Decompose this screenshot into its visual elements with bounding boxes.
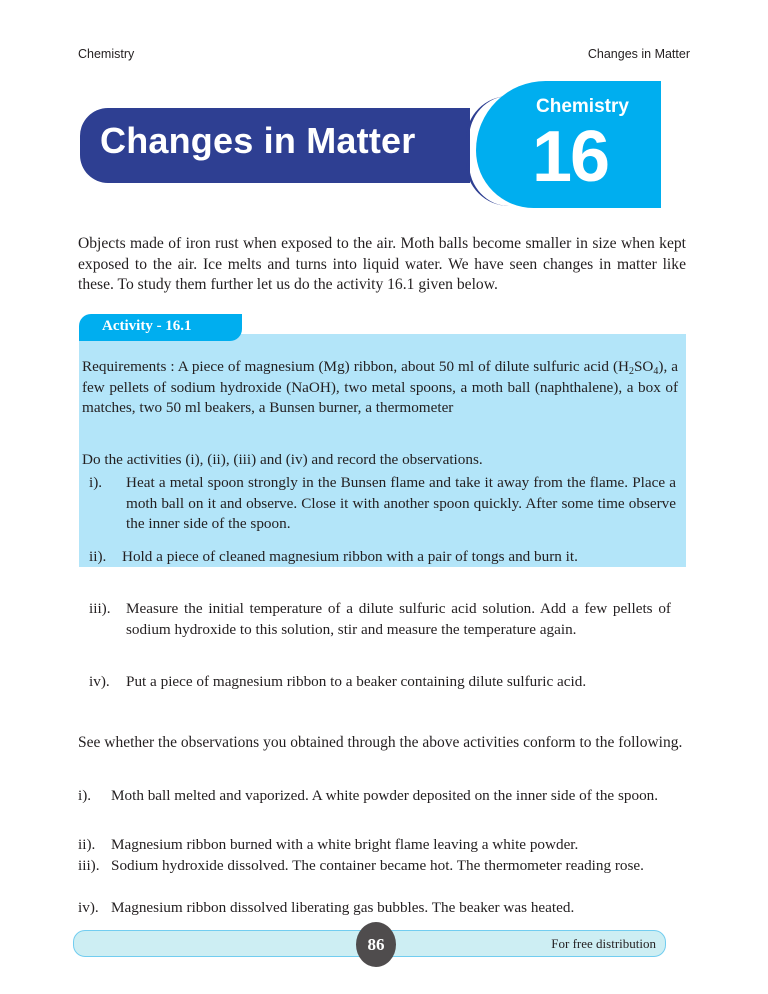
observation-item [78, 835, 688, 856]
observation-text: Magnesium ribbon burned with a white bright flame leaving a white powder. [111, 836, 579, 853]
activity-label-tab [79, 314, 242, 341]
step-number: iii). [89, 600, 111, 617]
chapter-number-badge [476, 81, 661, 208]
observation-text: Sodium hydroxide dissolved. The container became hot. The thermometer reading rose. [111, 857, 644, 874]
follow-up-paragraph: See whether the observations you obtained through the above activities conform to the following. [78, 734, 683, 751]
observation-number: ii). [78, 836, 96, 853]
observation-item [78, 856, 688, 898]
observation-number: i). [78, 787, 92, 804]
step-text: Put a piece of magnesium ribbon to a beaker containing dilute sulfuric acid. [126, 673, 587, 690]
observation-number: iii). [78, 857, 100, 874]
activity-step [89, 547, 679, 587]
step-number: i). [89, 474, 103, 491]
step-number: ii). [89, 548, 107, 565]
activity-requirements: Requirements : A piece of magnesium (Mg) ribbon, about 50 ml of dilute sulfuric acid $(H_2SO_4)$, a few pellets of sodium hydroxide (NaOH), two metal spoons, a moth ball (naphthalene), a box of matches, two 50 ml beakers, a Bunsen burner, a thermometer [82, 358, 678, 416]
step-text: Measure the initial temperature of a dilute sulfuric acid solution. Add a few pellets of sodium hydroxide to this solution, stir and measure the temperature again. [126, 600, 671, 638]
observation-text: Magnesium ribbon dissolved liberating gas bubbles. The beaker was heated. [111, 899, 575, 916]
activity-label: Activity - 16.1 [102, 318, 192, 334]
step-text: Hold a piece of cleaned magnesium ribbon with a pair of tongs and burn it. [122, 548, 578, 565]
chapter-number: 16 [532, 117, 609, 197]
header-subject: Chemistry [78, 47, 135, 61]
observation-item [78, 898, 688, 919]
activity-step [89, 599, 679, 661]
observation-item [78, 786, 688, 828]
header-chapter: Changes in Matter [587, 47, 690, 61]
observation-text: Moth ball melted and vaporized. A white powder deposited on the inner side of the spoon. [111, 787, 659, 804]
intro-paragraph: Objects made of iron rust when exposed to the air. Moth balls become smaller in size when kept exposed to the air. Ice melts and turns into liquid water. We have seen changes in matter like these. To study them further let us do the activity 16.1 given below. [78, 235, 686, 293]
chapter-title-banner [80, 108, 470, 183]
chapter-title: Changes in Matter [100, 120, 416, 161]
step-number: iv). [89, 673, 110, 690]
activity-step [89, 672, 679, 714]
activity-step [89, 473, 679, 535]
page-number: 86 [356, 922, 396, 967]
footer-note: For free distribution [551, 936, 656, 951]
step-text: Heat a metal spoon strongly in the Bunsen flame and take it away from the flame. Place a moth ball on it and observe. Close it with another spoon quickly. After some time observe the inner side of the spoon. [126, 474, 676, 532]
running-header [78, 47, 690, 65]
observation-number: iv). [78, 899, 99, 916]
activity-instruction: Do the activities (i), (ii), (iii) and (iv) and record the observations. [82, 451, 483, 468]
chapter-subject: Chemistry [536, 96, 629, 117]
